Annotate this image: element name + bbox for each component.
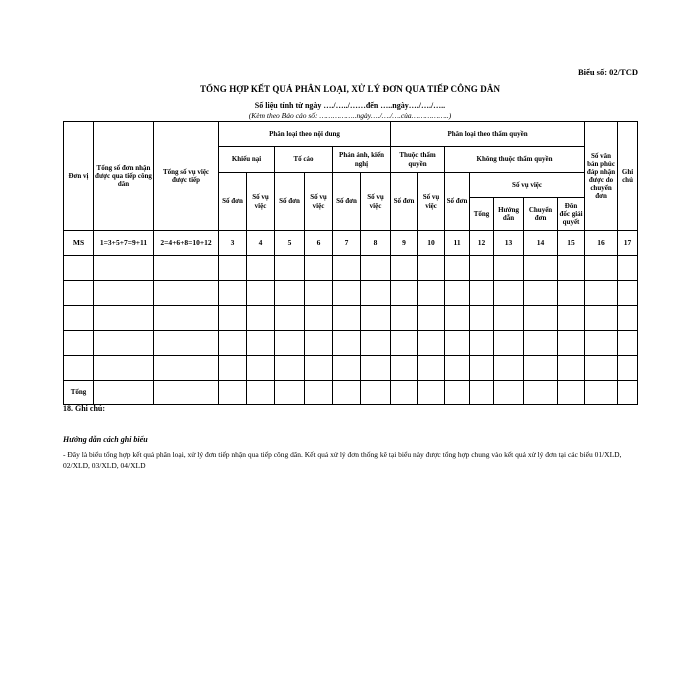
header-phan-loai-tham-quyen: Phân loại theo thẩm quyền — [391, 122, 585, 147]
table-cell[interactable] — [445, 256, 470, 281]
code-cell: 11 — [445, 231, 470, 256]
table-cell[interactable] — [618, 381, 638, 405]
table-cell[interactable] — [618, 281, 638, 306]
code-cell: 14 — [524, 231, 558, 256]
table-cell[interactable] — [247, 356, 275, 381]
table-cell[interactable] — [524, 356, 558, 381]
table-cell[interactable] — [219, 281, 247, 306]
code-cell: 9 — [391, 231, 418, 256]
table-cell[interactable] — [470, 381, 494, 405]
code-cell: 6 — [305, 231, 333, 256]
table-cell[interactable] — [94, 306, 154, 331]
table-cell[interactable] — [219, 356, 247, 381]
table-cell[interactable] — [305, 356, 333, 381]
header-so-van-ban-phuc-dap: Số văn bản phúc đáp nhận được do chuyển đơn — [585, 122, 618, 231]
table-cell[interactable] — [391, 381, 418, 405]
table-cell[interactable] — [558, 331, 585, 356]
table-cell[interactable] — [445, 306, 470, 331]
table-cell[interactable] — [418, 306, 445, 331]
code-cell: 10 — [418, 231, 445, 256]
table-cell[interactable] — [361, 331, 391, 356]
table-cell[interactable] — [470, 356, 494, 381]
table-cell[interactable] — [305, 331, 333, 356]
header-thuoc-tham-quyen: Thuộc thẩm quyền — [391, 147, 445, 173]
header-pa-so-don: Số đơn — [333, 173, 361, 231]
table-cell[interactable] — [524, 381, 558, 405]
table-cell[interactable] — [494, 281, 524, 306]
code-cell: 12 — [470, 231, 494, 256]
table-cell[interactable] — [558, 256, 585, 281]
table-cell[interactable] — [219, 306, 247, 331]
table-cell[interactable] — [247, 256, 275, 281]
table-cell[interactable] — [305, 381, 333, 405]
code-row — [64, 231, 638, 256]
header-kn-so-don: Số đơn — [219, 173, 247, 231]
report-title: TỔNG HỢP KẾT QUẢ PHÂN LOẠI, XỬ LÝ ĐƠN QUA TIẾP CÔNG DÂN — [199, 84, 501, 94]
table-cell[interactable] — [445, 381, 470, 405]
table-cell[interactable] — [275, 281, 305, 306]
header-tc-so-don: Số đơn — [275, 173, 305, 231]
table-cell[interactable] — [418, 256, 445, 281]
header-tong-so-vu-viec: Tổng số vụ việc được tiếp — [154, 122, 219, 231]
table-cell[interactable] — [494, 306, 524, 331]
table-cell[interactable] — [470, 256, 494, 281]
header-tong-so-don: Tổng số đơn nhận được qua tiếp công dân — [94, 122, 154, 231]
code-cell: 3 — [219, 231, 247, 256]
table-cell[interactable] — [361, 306, 391, 331]
notes-label: 18. Ghi chú: — [63, 404, 106, 413]
table-cell[interactable] — [94, 256, 154, 281]
table-cell[interactable] — [94, 281, 154, 306]
guide-text: - Đây là biểu tổng hợp kết quả phân loại, xử lý đơn tiếp nhận qua tiếp công dân. Kết quả xử lý đơn thống kê tại biểu này được tổng hợp chung vào kết quả xử lý đơn tại các biểu 01/XLD, 02/XLD, 03/XLD, 04/XLD — [63, 450, 622, 471]
table-cell[interactable] — [64, 331, 94, 356]
header-to-cao: Tố cáo — [275, 147, 333, 173]
table-cell[interactable] — [585, 331, 618, 356]
table-cell[interactable] — [494, 381, 524, 405]
table-cell[interactable] — [333, 331, 361, 356]
table-cell[interactable] — [470, 331, 494, 356]
table-cell[interactable] — [618, 306, 638, 331]
table-cell[interactable] — [247, 281, 275, 306]
table-cell[interactable] — [333, 256, 361, 281]
table-cell[interactable] — [219, 256, 247, 281]
table-cell[interactable] — [618, 256, 638, 281]
table-cell[interactable] — [494, 331, 524, 356]
table-cell[interactable] — [305, 256, 333, 281]
table-cell[interactable] — [333, 381, 361, 405]
code-cell: 17 — [618, 231, 638, 256]
form-code: Biểu số: 02/TCD — [578, 67, 638, 77]
table-cell[interactable] — [247, 331, 275, 356]
code-cell: 13 — [494, 231, 524, 256]
table-cell[interactable] — [418, 281, 445, 306]
table-cell[interactable] — [361, 381, 391, 405]
table-cell[interactable] — [585, 306, 618, 331]
table-cell[interactable] — [361, 356, 391, 381]
table-cell[interactable] — [418, 356, 445, 381]
table-cell[interactable] — [305, 306, 333, 331]
table-cell[interactable] — [361, 281, 391, 306]
table-cell[interactable] — [94, 356, 154, 381]
table-cell[interactable] — [94, 381, 154, 405]
table-cell[interactable] — [154, 306, 219, 331]
code-cell: 2=4+6+8=10+12 — [154, 231, 219, 256]
table-cell[interactable] — [585, 256, 618, 281]
header-khong-thuoc-so-don: Số đơn — [445, 173, 470, 231]
header-huong-dan: Hướng dẫn — [494, 198, 524, 231]
table-cell[interactable] — [391, 356, 418, 381]
code-cell: 5 — [275, 231, 305, 256]
header-thuoc-so-don: Số đơn — [391, 173, 418, 231]
table-cell[interactable] — [219, 331, 247, 356]
table-cell[interactable] — [154, 381, 219, 405]
table-cell[interactable] — [558, 381, 585, 405]
table-cell[interactable] — [154, 256, 219, 281]
report-reference-note: (Kèm theo Báo cáo số: ……………..ngày…./…./….của……………..) — [248, 111, 452, 120]
table-cell[interactable] — [445, 281, 470, 306]
header-khong-thuoc-so-vu-viec: Số vụ việc — [470, 173, 585, 198]
table-row — [64, 256, 638, 281]
table-row — [64, 356, 638, 381]
header-phan-loai-noi-dung: Phân loại theo nội dung — [219, 122, 391, 147]
table-cell[interactable] — [494, 356, 524, 381]
table-cell[interactable] — [305, 281, 333, 306]
code-cell: 8 — [361, 231, 391, 256]
header-phan-anh-kien-nghi: Phản ánh, kiến nghị — [333, 147, 391, 173]
table-cell[interactable] — [154, 281, 219, 306]
table-cell[interactable] — [154, 356, 219, 381]
table-cell[interactable] — [154, 331, 219, 356]
table-cell[interactable] — [558, 356, 585, 381]
table-cell[interactable] — [275, 356, 305, 381]
table-cell[interactable] — [618, 356, 638, 381]
table-cell[interactable] — [524, 331, 558, 356]
table-cell[interactable] — [585, 356, 618, 381]
table-cell[interactable] — [391, 256, 418, 281]
table-cell[interactable] — [524, 281, 558, 306]
table-cell[interactable] — [64, 306, 94, 331]
table-cell[interactable] — [64, 281, 94, 306]
code-cell: 15 — [558, 231, 585, 256]
header-tc-so-vu-viec: Số vụ việc — [305, 173, 333, 231]
table-cell[interactable] — [618, 331, 638, 356]
table-cell[interactable] — [470, 306, 494, 331]
table-cell[interactable] — [391, 306, 418, 331]
table-cell[interactable] — [275, 381, 305, 405]
table-cell[interactable] — [275, 306, 305, 331]
code-cell: 4 — [247, 231, 275, 256]
header-khong-thuoc-tham-quyen: Không thuộc thẩm quyền — [445, 147, 585, 173]
code-cell: 16 — [585, 231, 618, 256]
header-tong: Tổng — [470, 198, 494, 231]
table-row — [64, 306, 638, 331]
table-cell[interactable] — [445, 356, 470, 381]
table-cell[interactable] — [524, 256, 558, 281]
guide-title: Hướng dẫn cách ghi biểu — [63, 435, 148, 444]
table-cell[interactable] — [247, 306, 275, 331]
table-cell[interactable] — [94, 331, 154, 356]
table-cell[interactable] — [418, 381, 445, 405]
header-khieu-nai: Khiếu nại — [219, 147, 275, 173]
total-row — [64, 381, 638, 405]
table-cell[interactable] — [333, 356, 361, 381]
table-cell[interactable] — [275, 256, 305, 281]
table-cell[interactable] — [558, 281, 585, 306]
header-don-vi: Đơn vị — [64, 122, 94, 231]
header-thuoc-so-vu-viec: Số vụ việc — [418, 173, 445, 231]
table-cell[interactable] — [361, 256, 391, 281]
header-chuyen-don: Chuyển đơn — [524, 198, 558, 231]
code-cell: 1=3+5+7=9+11 — [94, 231, 154, 256]
total-label: Tổng — [64, 381, 94, 405]
code-cell: 7 — [333, 231, 361, 256]
table-cell[interactable] — [391, 331, 418, 356]
header-don-doc-giai-quyet: Đôn đốc giải quyết — [558, 198, 585, 231]
header-ghi-chu: Ghi chú — [618, 122, 638, 231]
header-pa-so-vu-viec: Số vụ việc — [361, 173, 391, 231]
table-cell[interactable] — [219, 381, 247, 405]
table-cell[interactable] — [333, 281, 361, 306]
table-cell[interactable] — [558, 306, 585, 331]
table-cell[interactable] — [275, 331, 305, 356]
table-cell[interactable] — [333, 306, 361, 331]
header-kn-so-vu-viec: Số vụ việc — [247, 173, 275, 231]
table-cell[interactable] — [585, 281, 618, 306]
table-cell[interactable] — [494, 256, 524, 281]
table-row — [64, 281, 638, 306]
classification-table — [63, 121, 638, 405]
table-cell[interactable] — [391, 281, 418, 306]
table-cell[interactable] — [470, 281, 494, 306]
report-period: Số liệu tính từ ngày …./…../……đến …..ngày…./…./….. — [254, 101, 446, 110]
table-cell[interactable] — [585, 381, 618, 405]
table-cell[interactable] — [247, 381, 275, 405]
table-cell[interactable] — [418, 331, 445, 356]
table-cell[interactable] — [524, 306, 558, 331]
table-cell[interactable] — [64, 256, 94, 281]
table-cell[interactable] — [445, 331, 470, 356]
table-cell[interactable] — [64, 356, 94, 381]
code-cell: MS — [64, 231, 94, 256]
table-row — [64, 331, 638, 356]
